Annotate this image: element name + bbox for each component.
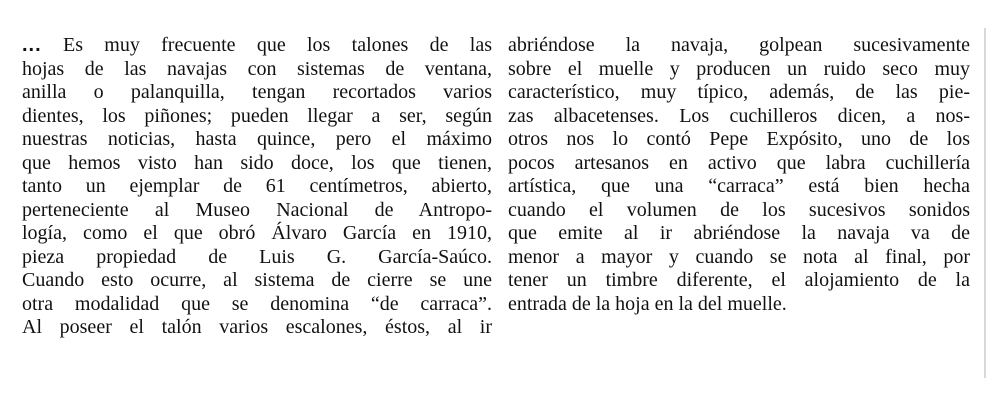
text-line: tanto un ejemplar de 61 centímetros, abierto, [22, 175, 492, 197]
text-line: perteneciente al Museo Nacional de Antropo- [22, 198, 492, 221]
text-line: zas albacetenses. Los cuchilleros dicen, a nos- [508, 104, 970, 127]
text-line: que hemos visto han sido doce, los que tienen, [22, 151, 492, 174]
text-line: abriéndose la navaja, golpean sucesivamente [508, 34, 970, 56]
left-text-column [22, 34, 492, 340]
text-line: Cuando esto ocurre, al sistema de cierre se une [22, 269, 492, 291]
text-line: menor a mayor y cuando se nota al final, por [508, 245, 970, 268]
right-text-column [508, 34, 970, 316]
text-line: otra modalidad que se denomina “de carraca”. [22, 292, 492, 315]
text-line: logía, como el que obró Álvaro García en 1910, [22, 222, 492, 244]
text-line: pieza propiedad de Luis G. García-Saúco. [22, 245, 492, 268]
text-line: característico, muy típico, además, de las pie- [508, 81, 970, 103]
text-line: anilla o palanquilla, tengan recortados varios [22, 81, 492, 103]
text-line: nuestras noticias, hasta quince, pero el máximo [22, 128, 492, 150]
page-edge-shadow [984, 28, 986, 378]
text-line: cuando el volumen de los sucesivos sonidos [508, 198, 970, 221]
text-line: sobre el muelle y producen un ruido seco muy [508, 57, 970, 80]
text-line: Al poseer el talón varios escalones, éstos, al ir [22, 316, 492, 338]
text-line-content: Es muy frecuente que los talones de las [41, 34, 492, 56]
text-line: dientes, los piñones; pueden llegar a ser, según [22, 104, 492, 127]
text-line: entrada de la hoja en la del muelle. [508, 292, 787, 315]
column-gutter [495, 0, 503, 400]
text-line: tener un timbre diferente, el alojamiento de la [508, 269, 970, 291]
text-line: otros nos lo contó Pepe Expósito, uno de los [508, 128, 970, 150]
text-line [22, 34, 492, 58]
text-line: que emite al ir abriéndose la navaja va de [508, 222, 970, 244]
text-line: artística, que una “carraca” está bien hecha [508, 175, 970, 197]
ellipsis-lead: ... [22, 34, 42, 56]
text-line: pocos artesanos en activo que labra cuchillería [508, 151, 970, 174]
text-line: hojas de las navajas con sistemas de ventana, [22, 57, 492, 80]
